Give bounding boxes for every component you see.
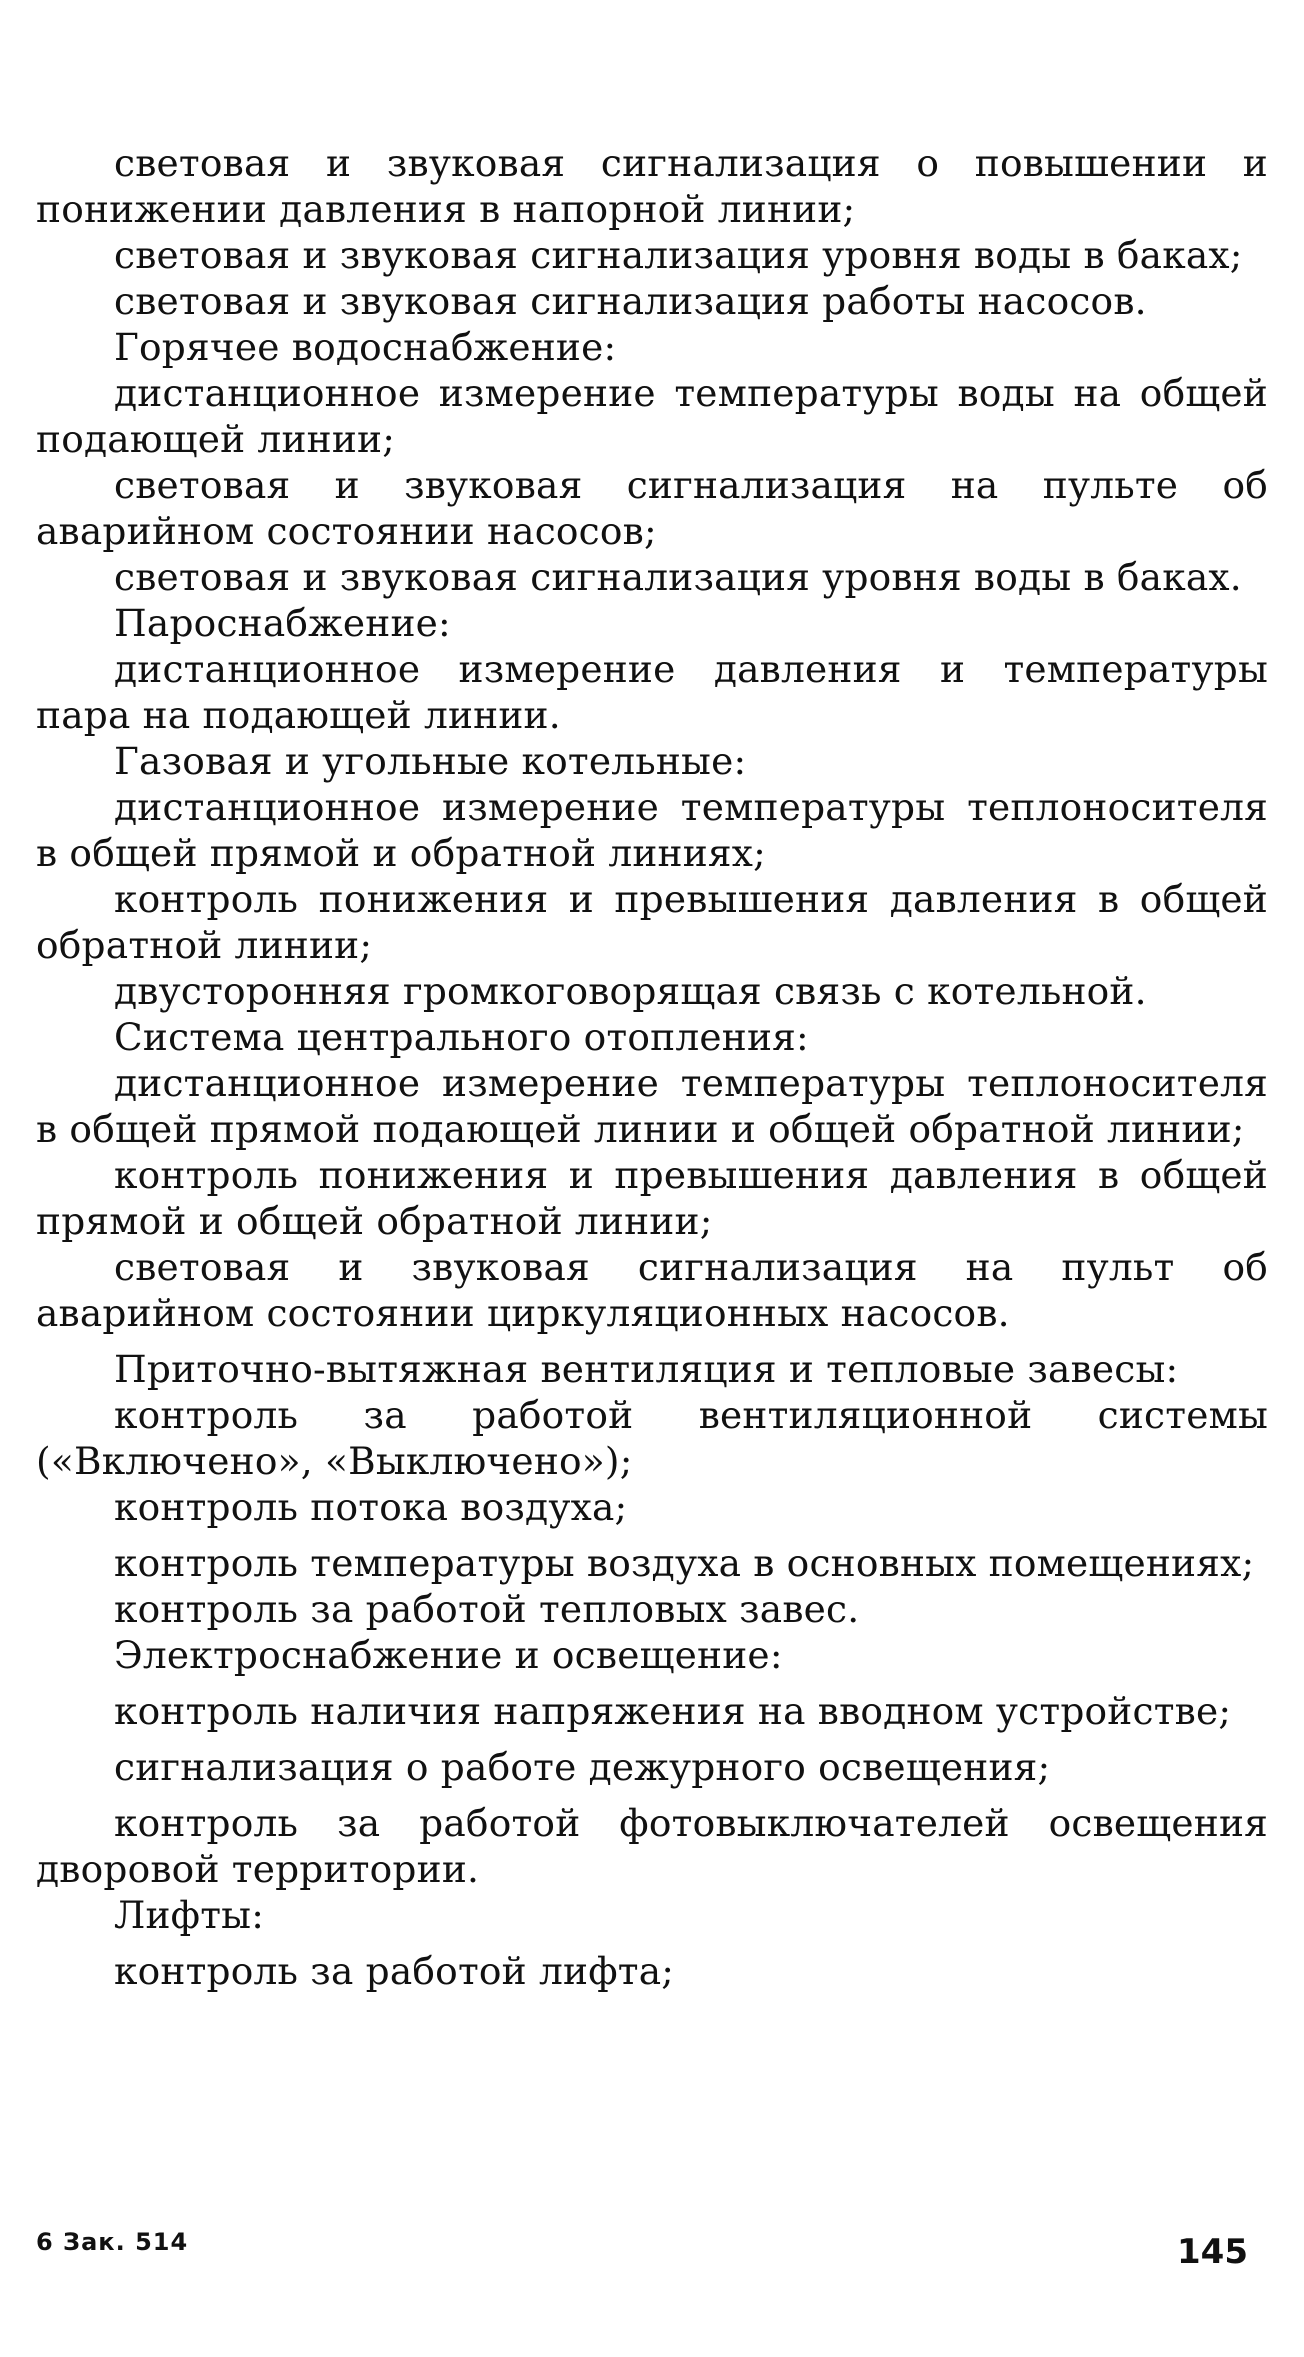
paragraph: дистанционное измерение температуры теплоносителя в общей прямой и обратной линиях; [36,785,1268,875]
paragraph: контроль понижения и превышения давления в общей обратной линии; [36,877,1268,967]
paragraph: дистанционное измерение давления и температуры пара на подающей линии. [36,647,1268,737]
paragraph: контроль за работой тепловых завес. [114,1587,860,1631]
paragraph: контроль потока воздуха; [114,1485,628,1529]
section-heading: Газовая и угольные котельные: [114,739,747,783]
paragraph: световая и звуковая сигнализация на пульте об аварийном состоянии насосов; [36,463,1268,553]
section-heading: Система центрального отопления: [114,1015,809,1059]
paragraph: контроль за работой лифта; [114,1949,675,1993]
paragraph: световая и звуковая сигнализация работы насосов. [114,279,1147,323]
paragraph: световая и звуковая сигнализация о повышении и понижении давления в напорной линии; [36,141,1268,231]
paragraph: световая и звуковая сигнализация уровня воды в баках; [114,233,1243,277]
paragraph: световая и звуковая сигнализация на пульт об аварийном состоянии циркуляционных насосов. [36,1245,1268,1335]
section-heading: Лифты: [114,1893,265,1937]
paragraph: контроль наличия напряжения на вводном устройстве; [114,1689,1232,1733]
section-heading: Пароснабжение: [114,601,451,645]
paragraph: контроль за работой фотовыключателей освещения дворовой территории. [36,1801,1268,1891]
printer-signature: 6 Зак. 514 [36,2228,189,2256]
body-text [36,140,1268,1994]
paragraph: дистанционное измерение температуры воды на общей подающей линии; [36,371,1268,461]
paragraph: контроль понижения и превышения давления в общей прямой и общей обратной линии; [36,1153,1268,1243]
paragraph: двусторонняя громкоговорящая связь с котельной. [114,969,1147,1013]
section-heading: Горячее водоснабжение: [114,325,617,369]
section-heading: Приточно-вытяжная вентиляция и тепловые завесы: [114,1347,1179,1391]
section-heading: Электроснабжение и освещение: [114,1633,783,1677]
page-number: 145 [1177,2232,1248,2272]
paragraph: контроль температуры воздуха в основных помещениях; [114,1541,1255,1585]
paragraph: контроль за работой вентиляционной системы («Включено», «Выключено»); [36,1393,1268,1483]
paragraph: световая и звуковая сигнализация уровня воды в баках. [114,555,1242,599]
paragraph: сигнализация о работе дежурного освещения; [114,1745,1051,1789]
paragraph: дистанционное измерение температуры теплоносителя в общей прямой подающей линии и общей обратной линии; [36,1061,1268,1151]
